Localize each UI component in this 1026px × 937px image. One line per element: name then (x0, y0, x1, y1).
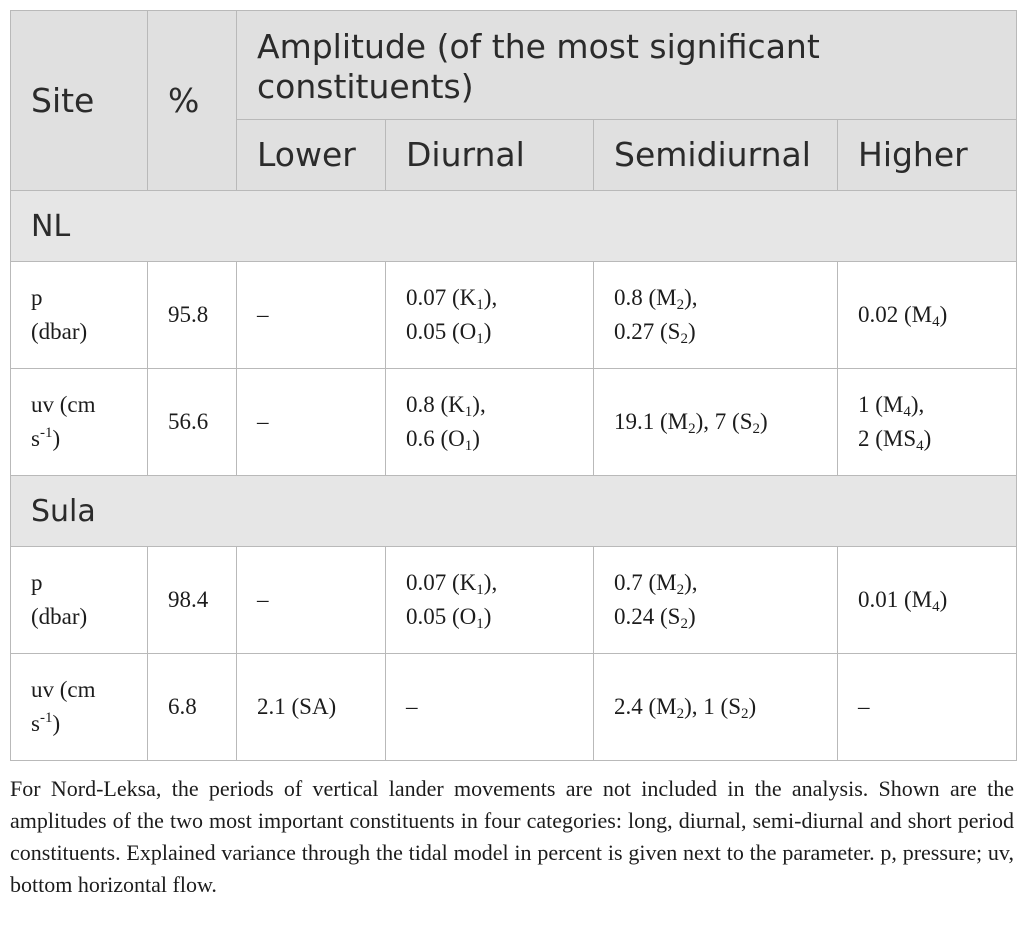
diurnal-cell: – (386, 654, 594, 761)
higher-cell: 1 $(M_4)$, 2 $(MS_4)$ (838, 369, 1017, 476)
header-site: Site (11, 11, 148, 191)
header-semidiurnal: Semidiurnal (594, 120, 838, 191)
semidiurnal-cell: 2.4 $(M_2)$, 1 $(S_2)$ (594, 654, 838, 761)
table-footnote: For Nord-Leksa, the periods of vertical lander movements are not included in the analysis. Shown are the amplitudes of the two most important constituents in four categories: long, diurnal, semi-diurnal and short period constituents. Explained variance through the tidal model in percent is given next to the parameter. p, pressure; uv, bottom horizontal flow. (10, 776, 1014, 897)
header-percent: % (148, 11, 237, 191)
diurnal-cell: 0.07 $(K_1)$, 0.05 $(O_1)$ (386, 262, 594, 369)
higher-cell: 0.01 $(M_4)$ (838, 547, 1017, 654)
header-amplitude: Amplitude (of the most significant constituents) (237, 11, 1017, 120)
header-diurnal: Diurnal (386, 120, 594, 191)
table-row (11, 654, 1017, 761)
header-lower: Lower (237, 120, 386, 191)
percent-cell: 56.6 (148, 369, 237, 476)
lower-cell: – (237, 369, 386, 476)
group-row-sula: Sula (11, 476, 1017, 547)
param-cell: uv (cm $s^{-1}$) (11, 369, 148, 476)
higher-cell: – (838, 654, 1017, 761)
semidiurnal-cell: 0.7 $(M_2)$, 0.24 $(S_2)$ (594, 547, 838, 654)
param-cell: p (dbar) (11, 262, 148, 369)
table-row (11, 262, 1017, 369)
percent-cell: 95.8 (148, 262, 237, 369)
group-row-nl: NL (11, 191, 1017, 262)
semidiurnal-cell: 0.8 $(M_2)$, 0.27 $(S_2)$ (594, 262, 838, 369)
table-container (10, 10, 1016, 901)
diurnal-cell: 0.8 $(K_1)$, 0.6 $(O_1)$ (386, 369, 594, 476)
lower-cell: – (237, 262, 386, 369)
higher-cell: 0.02 $(M_4)$ (838, 262, 1017, 369)
lower-cell: 2.1 (SA) (237, 654, 386, 761)
table-row (11, 547, 1017, 654)
header-higher: Higher (838, 120, 1017, 191)
diurnal-cell: 0.07 $(K_1)$, 0.05 $(O_1)$ (386, 547, 594, 654)
param-cell: uv (cm $s^{-1}$) (11, 654, 148, 761)
semidiurnal-cell: 19.1 $(M_2)$, 7 $(S_2)$ (594, 369, 838, 476)
percent-cell: 6.8 (148, 654, 237, 761)
percent-cell: 98.4 (148, 547, 237, 654)
lower-cell: – (237, 547, 386, 654)
param-cell: p (dbar) (11, 547, 148, 654)
tidal-constituents-table (10, 10, 1017, 761)
table-row (11, 369, 1017, 476)
